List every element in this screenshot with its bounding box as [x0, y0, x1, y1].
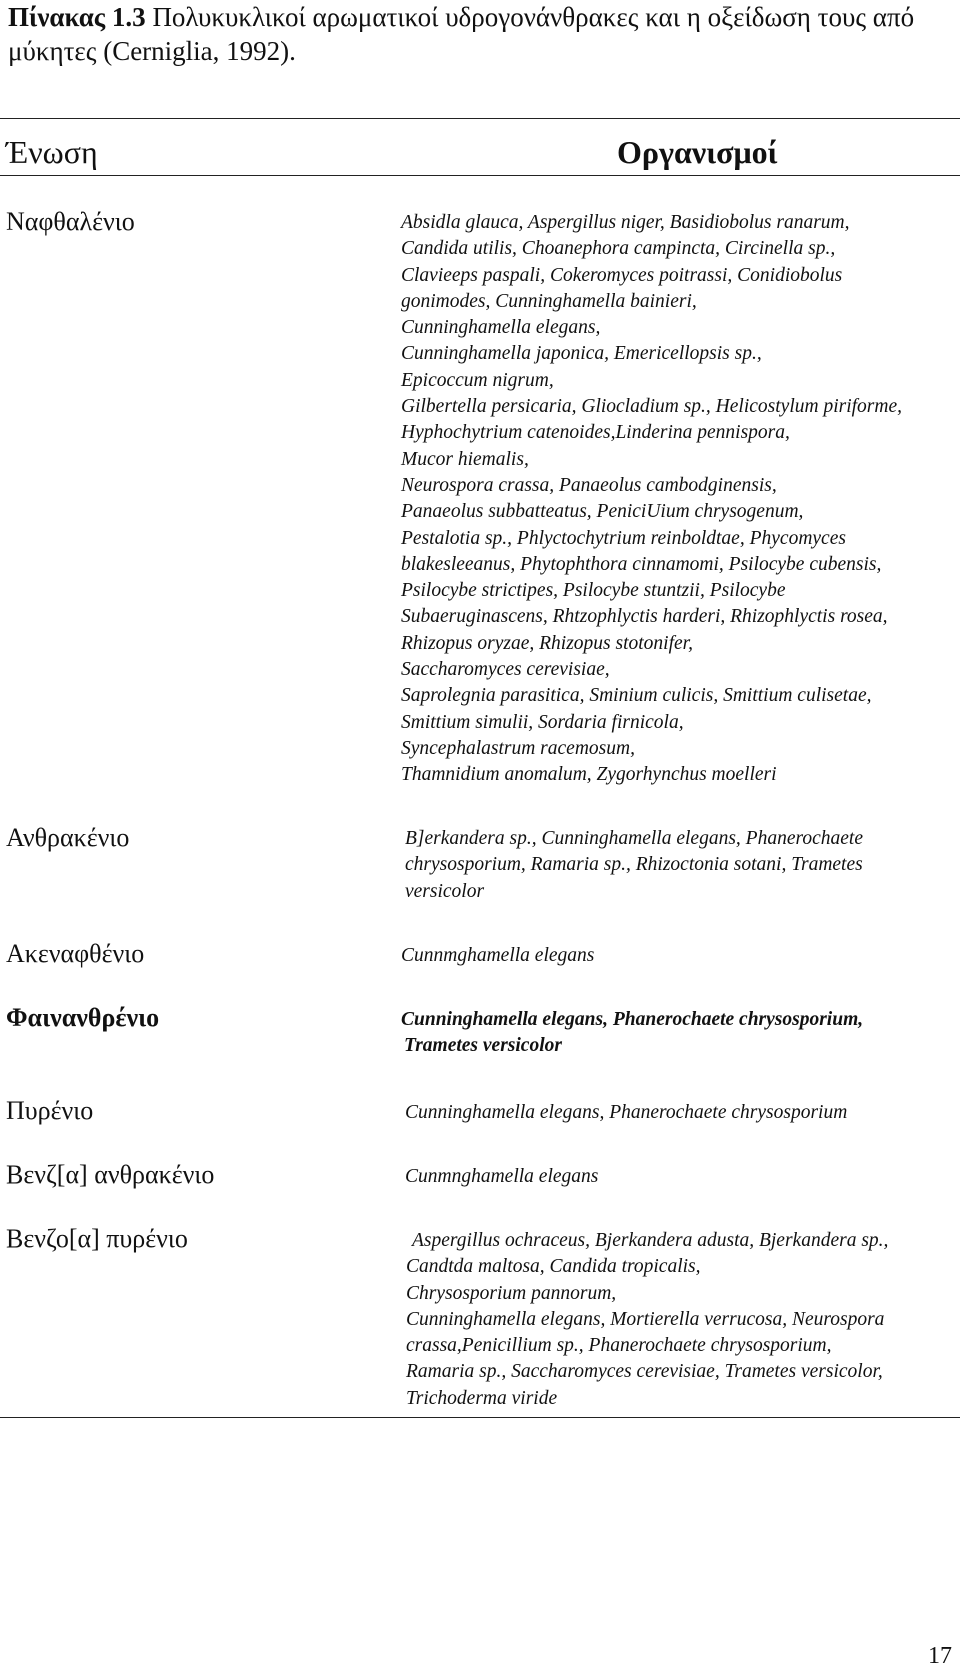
- organism-line: Ramaria sp., Saccharomyces cerevisiae, Trametes versicolor,: [406, 1361, 883, 1383]
- organism-line: Psilocybe strictipes, Psilocybe stuntzii, Psilocybe: [401, 580, 786, 602]
- organism-line: Cunninghamella elegans,: [401, 317, 601, 339]
- organism-line: Absidla glauca, Aspergillus niger, Basidiobolus ranarum,: [401, 212, 850, 233]
- organism-line: Panaeolus subbatteatus, PeniciUium chrysogenum,: [401, 501, 804, 523]
- organism-line: Saccharomyces cerevisiae,: [401, 659, 610, 681]
- organism-line: chrysosporium, Ramaria sp., Rhizoctonia sotani, Trametes: [405, 854, 863, 876]
- organism-line: Candtda maltosa, Candida tropicalis,: [406, 1256, 701, 1278]
- compound-name: Ακεναφθένιο: [6, 939, 145, 968]
- organism-line: Saprolegnia parasitica, Sminium culicis, Smittium culisetae,: [401, 685, 872, 707]
- compound-name: Ναφθαλένιο: [6, 207, 135, 236]
- organism-line: gonimodes, Cunninghamella bainieri,: [401, 290, 697, 312]
- organism-line: Cunnmghamella elegans: [401, 945, 595, 966]
- organism-line: Aspergillus ochraceus, Bjerkandera adusta, Bjerkandera sp.,: [412, 1230, 889, 1251]
- organism-line: B]erkandera sp., Cunninghamella elegans, Phanerochaete: [405, 828, 863, 849]
- organism-line: crassa,Penicillium sp., Phanerochaete chrysosporium,: [406, 1335, 832, 1357]
- organism-line: Trametes versicolor: [404, 1035, 562, 1057]
- organism-line: Neurospora crassa, Panaeolus cambodginensis,: [401, 474, 777, 496]
- organisms-cell: [401, 210, 902, 789]
- organism-line: Mucor hiemalis,: [401, 448, 529, 470]
- organisms-cell: [406, 1228, 888, 1412]
- organisms-cell: [405, 1164, 598, 1190]
- compound-name: Ανθρακένιο: [6, 823, 130, 852]
- caption-text: Πολυκυκλικοί αρωματικοί υδρογονάνθρακες και η οξείδωση τους από μύκητες (Cerniglia, 1992).: [8, 2, 915, 66]
- compound-name: Βενζ[α] ανθρακένιο: [6, 1160, 215, 1189]
- organism-line: Rhizopus oryzae, Rhizopus stotonifer,: [401, 632, 693, 654]
- header-organisms: Οργανισμοί: [617, 134, 778, 170]
- table-top-rule: [0, 118, 960, 119]
- organisms-cell: [401, 1007, 863, 1060]
- organism-line: Candida utilis, Choanephora campincta, Circinella sp.,: [401, 238, 836, 260]
- organism-line: Cunninghamella elegans, Phanerochaete chrysosporium,: [401, 1009, 864, 1030]
- compound-name: Φαινανθρένιο: [6, 1003, 160, 1032]
- organism-line: versicolor: [405, 880, 485, 902]
- header-compound: Ένωση: [6, 134, 98, 170]
- organisms-cell: [401, 943, 594, 969]
- caption-label: Πίνακας 1.3: [8, 2, 146, 32]
- organism-line: Cunninghamella elegans, Mortierella verrucosa, Neurospora: [406, 1308, 885, 1330]
- organism-line: Epicoccum nigrum,: [401, 369, 554, 391]
- organism-line: Hyphochytrium catenoides,Linderina pennispora,: [401, 422, 790, 444]
- organism-line: Cunninghamella japonica, Emericellopsis sp.,: [401, 343, 762, 365]
- compound-name: Βενζο[α] πυρένιο: [6, 1224, 188, 1253]
- organisms-cell: [405, 1100, 847, 1126]
- header-rule: [0, 175, 960, 176]
- organism-line: Gilbertella persicaria, Gliocladium sp., Helicostylum piriforme,: [401, 396, 902, 418]
- organism-line: Pestalotia sp., Phlyctochytrium reinboldtae, Phycomyces: [401, 527, 846, 549]
- table-bottom-rule: [0, 1417, 960, 1418]
- organism-line: Cunmnghamella elegans: [405, 1166, 599, 1187]
- organism-line: Cunninghamella elegans, Phanerochaete chrysosporium: [405, 1102, 848, 1123]
- organism-line: Clavieeps paspali, Cokeromyces poitrassi, Conidiobolus: [401, 264, 843, 286]
- organism-line: Syncephalastrum racemosum,: [401, 737, 635, 759]
- organism-line: Trichoderma viride: [406, 1387, 558, 1409]
- organism-line: Subaeruginascens, Rhtzophlyctis harderi, Rhizophlyctis rosea,: [401, 606, 888, 628]
- organism-line: Thamnidium anomalum, Zygorhynchus moelleri: [401, 764, 777, 786]
- organisms-cell: [405, 826, 863, 905]
- table-caption: [8, 0, 948, 68]
- compound-name: Πυρένιο: [6, 1096, 94, 1125]
- organism-line: blakesleeanus, Phytophthora cinnamomi, Psilocybe cubensis,: [401, 553, 882, 575]
- organism-line: Chrysosporium pannorum,: [406, 1282, 617, 1304]
- organism-line: Smittium simulii, Sordaria firnicola,: [401, 711, 684, 733]
- page-number: 17: [928, 1643, 952, 1669]
